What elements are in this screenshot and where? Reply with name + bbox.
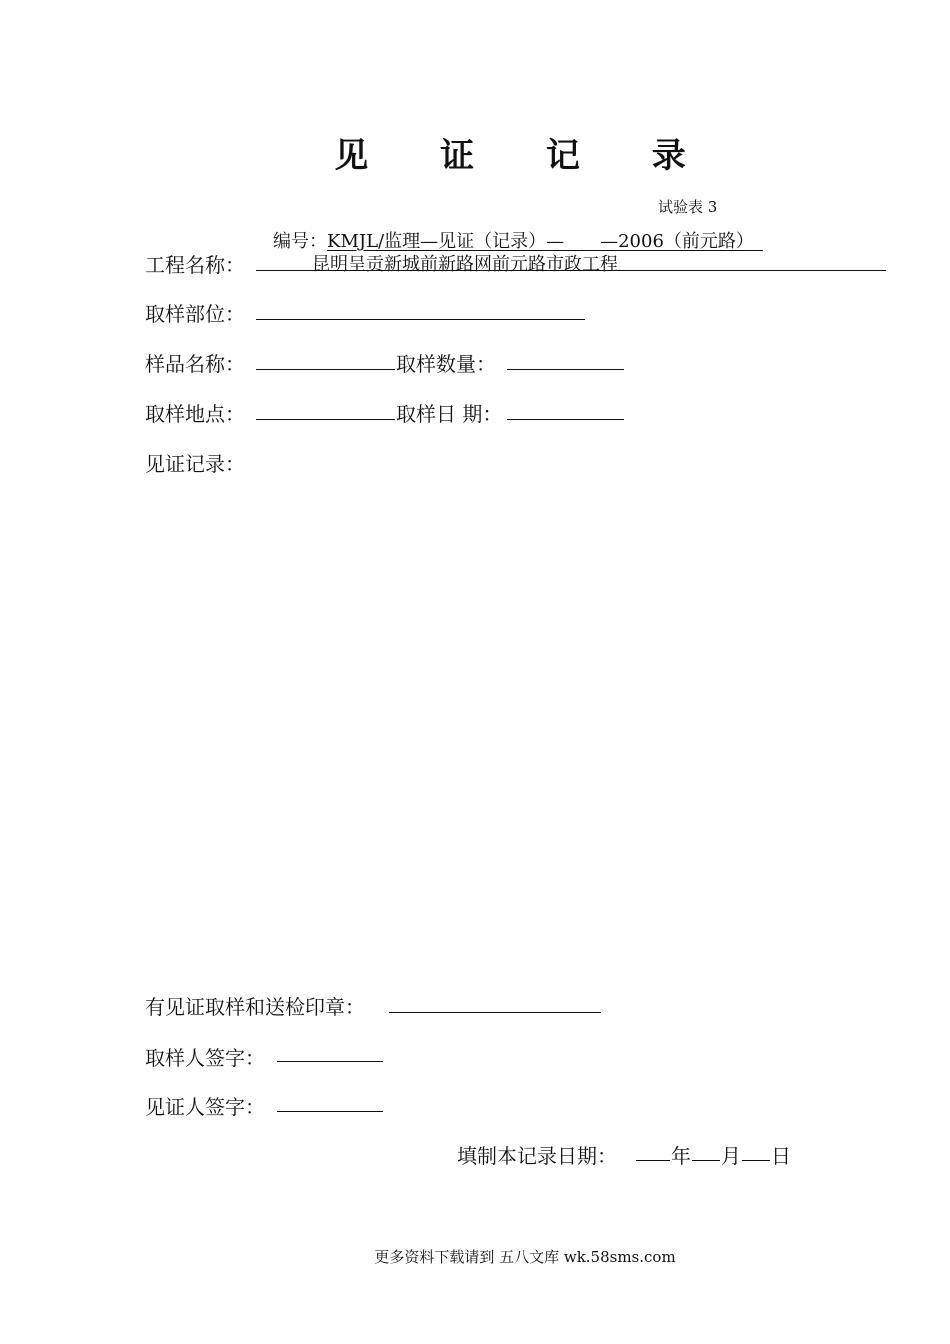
project-name-label: 工程名称： (145, 253, 245, 277)
sampling-location-field[interactable] (256, 319, 585, 320)
page-title: 见 证 记 录 (334, 136, 716, 176)
fill-date-year-label: 年 (671, 1144, 691, 1168)
witness-signature-label: 见证人签字： (145, 1095, 265, 1119)
fill-date-year-field[interactable] (636, 1160, 670, 1161)
serial-label: 编号： (273, 231, 327, 252)
sampling-place-label: 取样地点： (145, 402, 245, 426)
project-name-value: 昆明呈贡新城前新路网前元路市政工程 (312, 254, 618, 275)
form-number: 试验表 3 (658, 198, 718, 216)
witness-signature-field[interactable] (277, 1111, 383, 1112)
sample-quantity-label: 取样数量： (396, 352, 496, 376)
fill-date-day-label: 日 (771, 1144, 791, 1168)
sample-name-field[interactable] (256, 369, 395, 370)
fill-date-label: 填制本记录日期： (457, 1144, 617, 1168)
serial-value: KMJL/监理—见证（记录）— —2006（前元路） (327, 231, 763, 252)
sampling-date-field[interactable] (507, 419, 624, 420)
witness-record-area[interactable] (256, 478, 886, 958)
sample-quantity-field[interactable] (507, 369, 624, 370)
witness-record-label: 见证记录： (145, 452, 245, 476)
fill-date-month-label: 月 (721, 1144, 741, 1168)
footer-note: 更多资料下载请到 五八文库 wk.58sms.com (374, 1248, 676, 1266)
sampler-signature-label: 取样人签字： (145, 1046, 265, 1070)
seal-field[interactable] (389, 1012, 601, 1013)
seal-label: 有见证取样和送检印章： (145, 995, 365, 1019)
sampling-place-field[interactable] (256, 419, 395, 420)
sampler-signature-field[interactable] (277, 1061, 383, 1062)
sampling-date-label: 取样日 期： (396, 402, 503, 426)
fill-date-day-field[interactable] (742, 1160, 770, 1161)
sampling-location-label: 取样部位： (145, 302, 245, 326)
sample-name-label: 样品名称： (145, 352, 245, 376)
fill-date-month-field[interactable] (692, 1160, 720, 1161)
